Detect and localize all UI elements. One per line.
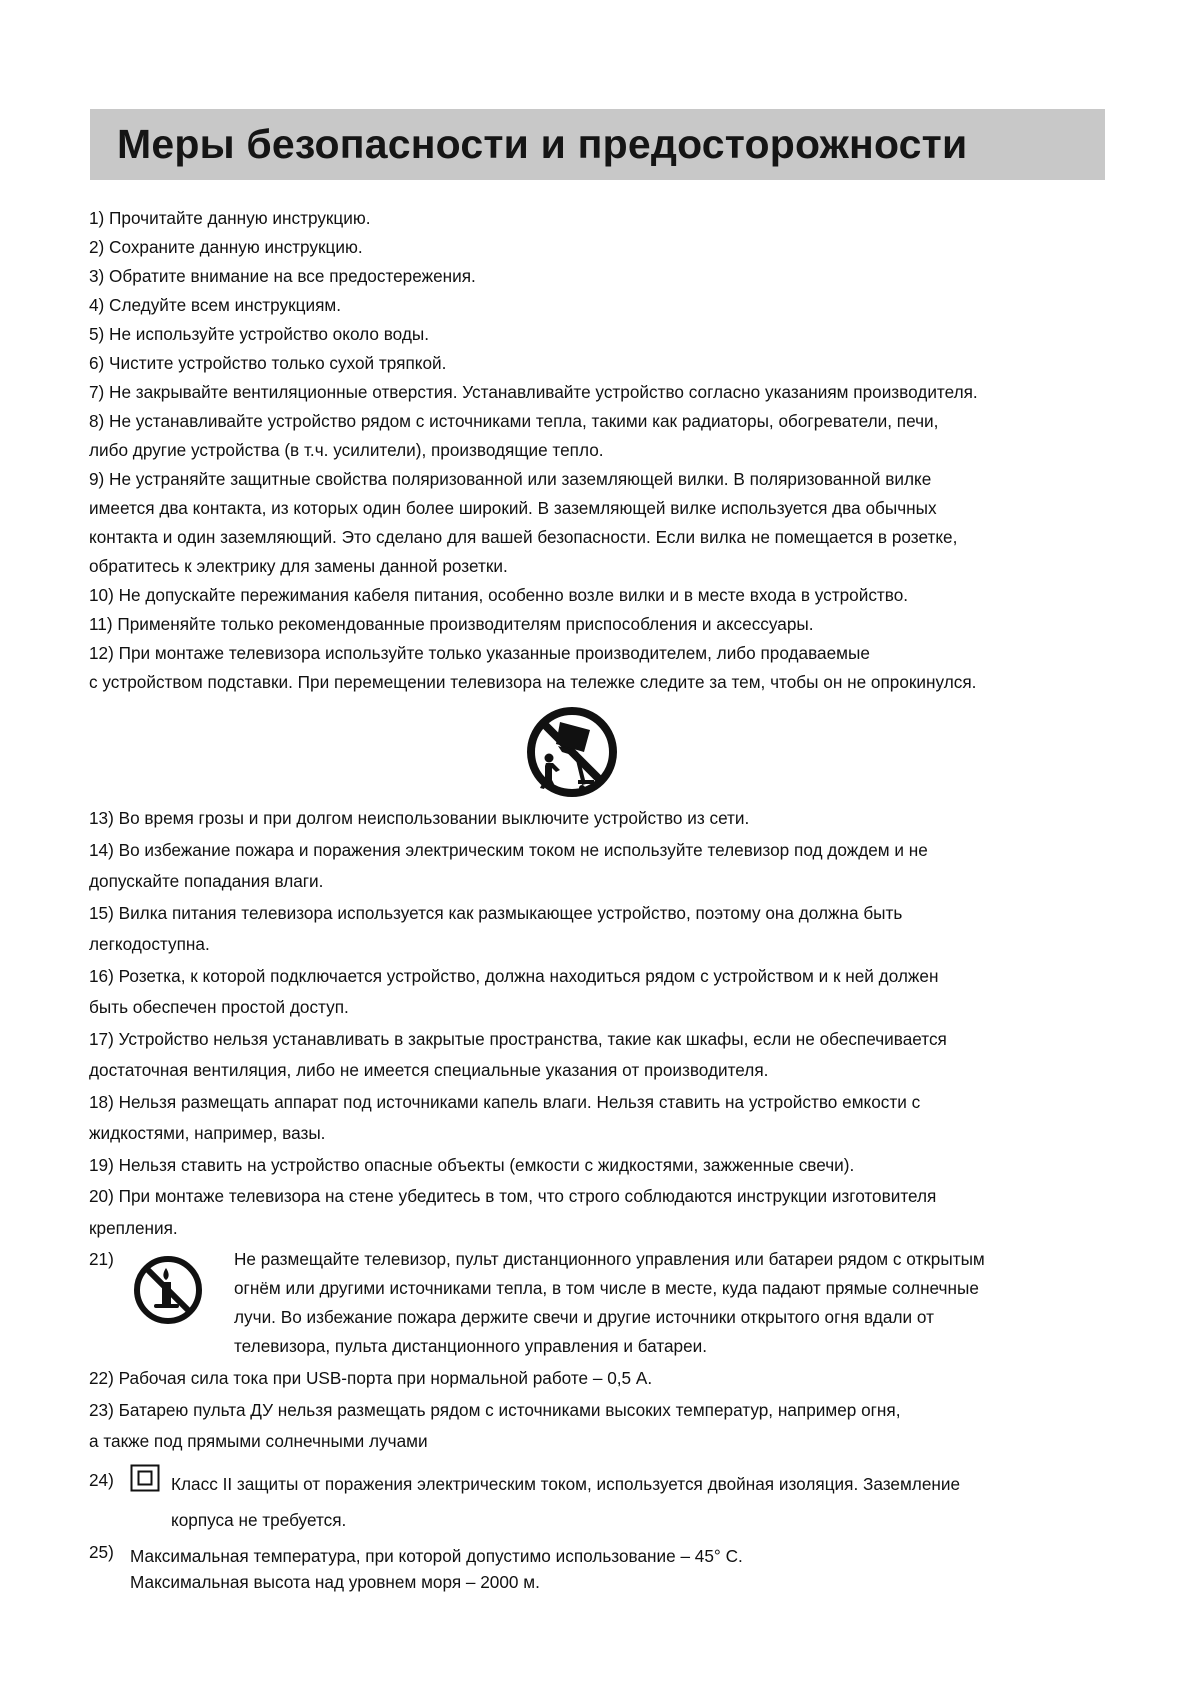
class-ii-double-insulation-icon [130, 1464, 160, 1492]
instruction-line: 20) При монтаже телевизора на стене убедитесь в том, что строго соблюдаются инструкции изготовителя [89, 1186, 937, 1206]
instruction-line: 4) Следуйте всем инструкциям. [89, 295, 341, 315]
instruction-line: 23) Батарею пульта ДУ нельзя размещать рядом с источниками высоких температур, например огня, [89, 1400, 901, 1420]
item-25-line: Максимальная высота над уровнем моря – 2000 м. [130, 1572, 540, 1592]
instruction-line: имеется два контакта, из которых один более широкий. В заземляющей вилке используется два обычных [89, 498, 937, 518]
item-25-line: Максимальная температура, при которой допустимо использование – 45° С. [130, 1546, 743, 1566]
instruction-line: крепления. [89, 1218, 178, 1238]
instruction-line: жидкостями, например, вазы. [89, 1123, 326, 1143]
instruction-line: 22) Рабочая сила тока при USB-порта при нормальной работе – 0,5 А. [89, 1368, 653, 1388]
cart-tipover-warning-icon [522, 704, 622, 800]
item-25-number: 25) [89, 1542, 114, 1562]
instruction-line: 7) Не закрывайте вентиляционные отверстия. Устанавливайте устройство согласно указаниям производителя. [89, 382, 978, 402]
instruction-line: быть обеспечен простой доступ. [89, 997, 349, 1017]
instruction-line: а также под прямыми солнечными лучами [89, 1431, 428, 1451]
item-24-line: корпуса не требуется. [171, 1510, 347, 1530]
instruction-line: 13) Во время грозы и при долгом неиспользовании выключите устройство из сети. [89, 808, 750, 828]
item-24-number: 24) [89, 1470, 114, 1490]
item-21-line: лучи. Во избежание пожара держите свечи и другие источники открытого огня вдали от [234, 1307, 934, 1327]
instruction-line: с устройством подставки. При перемещении телевизора на тележке следите за тем, чтобы он не опрокинулся. [89, 672, 977, 692]
instruction-line: 14) Во избежание пожара и поражения электрическим током не используйте телевизор под дождем и не [89, 840, 928, 860]
instruction-line: 15) Вилка питания телевизора используется как размыкающее устройство, поэтому она должна быть [89, 903, 903, 923]
instruction-line: 19) Нельзя ставить на устройство опасные объекты (емкости с жидкостями, зажженные свечи). [89, 1155, 855, 1175]
instruction-line: 12) При монтаже телевизора используйте только указанные производителем, либо продаваемые [89, 643, 870, 663]
instruction-line: 2) Сохраните данную инструкцию. [89, 237, 363, 257]
instruction-line: либо другие устройства (в т.ч. усилители), производящие тепло. [89, 440, 604, 460]
item-21-line: Не размещайте телевизор, пульт дистанционного управления или батареи рядом с открытым [234, 1249, 985, 1269]
instruction-line: достаточная вентиляция, либо не имеется специальные указания от производителя. [89, 1060, 769, 1080]
item-21-number: 21) [89, 1249, 114, 1269]
page-title: Меры безопасности и предосторожности [117, 121, 968, 167]
instruction-line: 17) Устройство нельзя устанавливать в закрытые пространства, такие как шкафы, если не обеспечивается [89, 1029, 947, 1049]
instruction-line: допускайте попадания влаги. [89, 871, 324, 891]
instruction-line: контакта и один заземляющий. Это сделано для вашей безопасности. Если вилка не помещается в розетке, [89, 527, 958, 547]
instruction-line: 8) Не устанавливайте устройство рядом с источниками тепла, такими как радиаторы, обогреватели, печи, [89, 411, 939, 431]
no-open-flame-icon [132, 1254, 204, 1326]
instruction-line: легкодоступна. [89, 934, 210, 954]
instruction-line: обратитесь к электрику для замены данной розетки. [89, 556, 508, 576]
instruction-line: 16) Розетка, к которой подключается устройство, должна находиться рядом с устройством и к ней должен [89, 966, 939, 986]
instruction-line: 18) Нельзя размещать аппарат под источниками капель влаги. Нельзя ставить на устройство емкости с [89, 1092, 921, 1112]
item-21-line: телевизора, пульта дистанционного управления и батареи. [234, 1336, 708, 1356]
instruction-line: 3) Обратите внимание на все предостережения. [89, 266, 476, 286]
instruction-line: 11) Применяйте только рекомендованные производителям приспособления и аксессуары. [89, 614, 814, 634]
title-bar [90, 109, 1105, 180]
instruction-line: 1) Прочитайте данную инструкцию. [89, 208, 371, 228]
item-24-line: Класс II защиты от поражения электрическим током, используется двойная изоляция. Заземление [171, 1474, 961, 1494]
instruction-line: 6) Чистите устройство только сухой тряпкой. [89, 353, 447, 373]
instruction-line: 5) Не используйте устройство около воды. [89, 324, 429, 344]
instruction-line: 10) Не допускайте пережимания кабеля питания, особенно возле вилки и в месте входа в устройство. [89, 585, 909, 605]
instruction-line: 9) Не устраняйте защитные свойства поляризованной или заземляющей вилки. В поляризованной вилке [89, 469, 932, 489]
item-21-line: огнём или другими источниками тепла, в том числе в месте, куда падают прямые солнечные [234, 1278, 979, 1298]
